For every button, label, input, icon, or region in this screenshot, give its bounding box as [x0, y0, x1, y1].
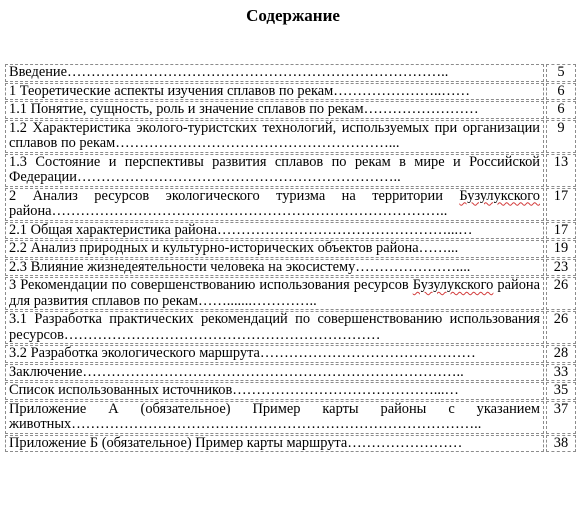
toc-row: [5, 188, 576, 221]
toc-entry-page: 13: [546, 154, 576, 187]
toc-entry-text: 1.1 Понятие, сущность, роль и значение сплавов по рекам……………………: [5, 101, 544, 119]
toc-entry-page: 26: [546, 311, 576, 344]
toc-row: [5, 364, 576, 382]
toc-entry-text: [5, 188, 544, 221]
toc-entry-page: 6: [546, 83, 576, 101]
toc-row: [5, 120, 576, 153]
toc-row: [5, 259, 576, 277]
toc-entry-text: 2.1 Общая характеристика района…………………………………………...…: [5, 222, 544, 240]
toc-row: [5, 154, 576, 187]
toc-entry-text: Приложение Б (обязательное) Пример карты маршрута……………………: [5, 435, 544, 453]
toc-entry-text: Приложение А (обязательное) Пример карты районы с указанием животных…………………………………………………………………………..: [5, 401, 544, 434]
toc-row: [5, 222, 576, 240]
toc-entry-text: 1 Теоретические аспекты изучения сплавов по рекам…………………..……: [5, 83, 544, 101]
toc-entry-page: 26: [546, 277, 576, 310]
toc-entry-text-part: района для развития сплавов по рекам…….......…………..: [9, 277, 540, 309]
toc-entry-text: Список использованных источников……………………………………...…: [5, 382, 544, 400]
toc-row: [5, 382, 576, 400]
toc-row: [5, 345, 576, 363]
toc-entry-page: 38: [546, 435, 576, 453]
toc-entry-text: Заключение……………………………………………………………………..: [5, 364, 544, 382]
toc-entry-text-part: 3 Рекомендации по совершенствованию использования ресурсов: [9, 277, 413, 293]
toc-entry-page: 28: [546, 345, 576, 363]
spellcheck-marked-word: Бузулукского: [459, 187, 540, 204]
toc-entry-page: 5: [546, 64, 576, 82]
toc-entry-text: 1.2 Характеристика эколого-туристских технологий, используемых при организации сплавов по рекам…………………………………………………...: [5, 120, 544, 153]
page-title: Содержание: [246, 6, 340, 25]
toc-row: [5, 435, 576, 453]
toc-entry-page: 35: [546, 382, 576, 400]
toc-entry-text: 2.2 Анализ природных и культурно-исторических объектов района……...: [5, 240, 544, 258]
toc-entry-page: 33: [546, 364, 576, 382]
toc-entry-page: 17: [546, 222, 576, 240]
toc-entry-text-part: района………………………………………………………………………..: [9, 203, 448, 219]
toc-row: [5, 64, 576, 82]
toc-row: [5, 277, 576, 310]
toc-entry-text: 2.3 Влияние жизнедеятельности человека на экосистему…………………....: [5, 259, 544, 277]
toc-entry-text: 1.3 Состояние и перспективы развития сплавов по рекам в мире и Российской Федерации…………………………………………………………..: [5, 154, 544, 187]
toc-entry-text: Введение……………………………………………………………………..: [5, 64, 544, 82]
spellcheck-marked-word: Бузулукского: [412, 277, 494, 293]
toc-entry-text: 3.1 Разработка практических рекомендаций по совершенствованию использования ресурсов…………………………………………………………: [5, 311, 544, 344]
toc-row: [5, 101, 576, 119]
toc-row: [5, 311, 576, 344]
toc-entry-page: 23: [546, 259, 576, 277]
toc-entry-text: 3.2 Разработка экологического маршрута………………………………………: [5, 345, 544, 363]
toc-row: [5, 401, 576, 434]
toc-row: [5, 240, 576, 258]
toc-entry-text: [5, 277, 544, 310]
toc-row: [5, 83, 576, 101]
toc-entry-page: 19: [546, 240, 576, 258]
toc-entry-page: 6: [546, 101, 576, 119]
toc-entry-page: 9: [546, 120, 576, 153]
table-of-contents: [3, 63, 578, 453]
toc-entry-page: 37: [546, 401, 576, 434]
toc-entry-text-part: 2 Анализ ресурсов экологического туризма на территории: [9, 187, 460, 204]
toc-entry-page: 17: [546, 188, 576, 221]
